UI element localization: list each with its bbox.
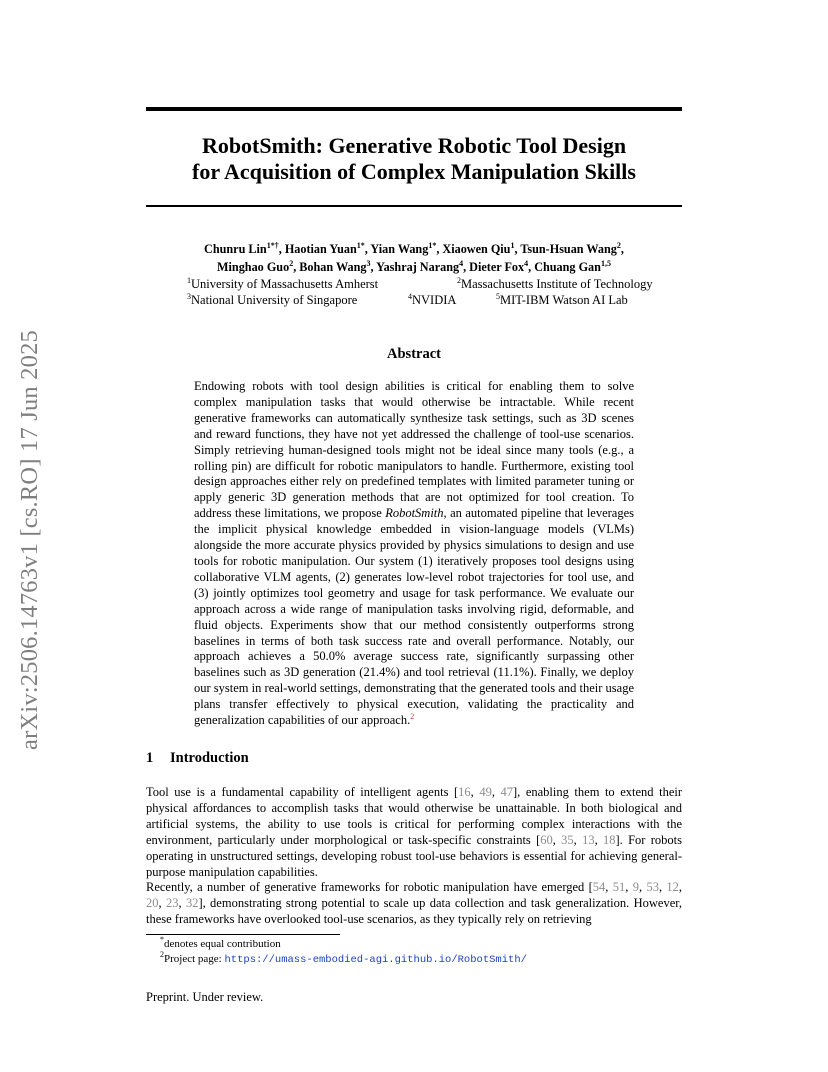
author-name: Xiaowen Qiu [442,242,511,256]
paper-title [146,133,682,185]
author-line-2: Minghao Guo$^2$, Bohan Wang$^3$, Yashraj Narang$^4$, Dieter Fox$^4$, Chuang Gan$^{1,5}$ [217,258,611,274]
citation-link[interactable]: 9 [632,880,639,894]
affiliations [146,276,682,308]
preprint-notice: Preprint. Under review. [146,990,264,1004]
affiliation-1: $^1$University of Massachusetts Amherst [187,276,379,291]
author-line-1: Chunru Lin$^{1*\dagger}$, Haotian Yuan$^{1*}$, Yian Wang$^{1*}$, Xiaowen Qiu$^1$, Tsun-Hsuan Wang$^2$, [204,241,624,256]
affiliation-2: $^2$Massachusetts Institute of Technology [457,276,653,291]
footnotes [160,937,527,968]
affiliation-5: $^5$MIT-IBM Watson AI Lab [496,292,628,307]
author-name: Bohan Wang [299,259,367,274]
citation-link[interactable]: 35 [561,832,574,847]
title-top-rule [146,107,682,111]
title-line-1: RobotSmith: Generative Robotic Tool Design [201,133,627,158]
title-bottom-rule [146,205,682,207]
section-number: 1 [146,750,154,766]
affiliation-4: $^4$NVIDIA [408,292,457,307]
citation-link[interactable]: 54 [592,880,606,894]
author-name: Dieter Fox [469,259,525,274]
citation-link[interactable]: 32 [185,895,199,910]
author-list [146,241,682,276]
author-name: Chunru Lin [204,242,267,256]
affiliation-3: $^3$National University of Singapore [187,292,358,307]
citation-link[interactable]: 49 [479,785,492,799]
intro-paragraph-1: Tool use is a fundamental capability of intelligent agents [16, 49, 47], enabling them to extend their physical affordances to accomplish tasks that would otherwise be unattainable. In both biological and artificial systems, the ability to use tools is critical for performing complex interactions with the environment, particularly under morphological or task-specific constraints [60, 35, 13, 18]. For robots operating in unstructured settings, developing robust tool-use behaviors is essential for achieving general-purpose manipulation capabilities. [146,785,683,879]
footnote-2: $^2$Project page: https://umass-embodied-agi.github.io/RobotSmith/ [160,950,527,966]
citation-link[interactable]: 12 [666,880,679,894]
footnote-rule [146,934,340,935]
footnote-link[interactable]: 2 [410,712,415,722]
intro-paragraph-2: Recently, a number of generative frameworks for robotic manipulation have emerged [54, 51, 9, 53, 12, 20, 23, 32], demonstrating strong potential to scale up data collection and task generalization. However, these frameworks have overlooked tool-use scenarios, as they typically rely on retrieving [146,880,683,926]
author-name: Yashraj Narang [376,259,460,274]
citation-link[interactable]: 60 [540,832,553,847]
citation-link[interactable]: 16 [458,785,471,799]
citation-link[interactable]: 20 [146,895,159,910]
citation-link[interactable]: 53 [646,880,659,894]
system-name: RobotSmith [385,506,444,521]
author-name: Yian Wang [370,242,429,256]
title-line-2: for Acquisition of Complex Manipulation Skills [192,159,636,184]
author-name: Minghao Guo [217,259,290,274]
citation-link[interactable]: 23 [165,895,179,910]
citation-link[interactable]: 18 [603,832,616,847]
abstract-body: Endowing robots with tool design abilities is critical for enabling them to solve complex manipulation tasks that would otherwise be intractable. While recent generative frameworks can automatically synthesize task settings, such as 3D scenes and reward functions, they have not yet addressed the challenge of tool-use scenarios. Simply retrieving human-designed tools might not be ideal since many tools (e.g., a rolling pin) are difficult for robotic manipulators to handle. Furthermore, existing tool design approaches either rely on predefined templates with limited parameter tuning or apply generic 3D generation methods that are not optimized for tool creation. To address these limitations, we propose RobotSmith, an automated pipeline that leverages the implicit physical knowledge embedded in vision-language models (VLMs) alongside the more accurate physics provided by physics simulations to design and use tools for robotic manipulation. Our system (1) iteratively proposes tool designs using collaborative VLM agents, (2) generates low-level robot trajectories for tool use, and (3) jointly optimizes tool geometry and usage for task performance. We evaluate our approach across a wide range of manipulation tasks involving rigid, deformable, and fluid objects. Experiments show that our method consistently outperforms strong baselines in terms of both task success rate and overall performance. Notably, our approach achieves a 50.0% average success rate, significantly surpassing other baselines such as 3D generation (21.4%) and tool retrieval (11.1%). Finally, we deploy our system in real-world settings, demonstrating that the generated tools and their usage plans transfer effectively to physical execution, validating the practicality and generalization capabilities of our approach.$^2$ [194,379,635,728]
affiliation-row-2 [146,292,682,308]
project-page-link[interactable]: https://umass-embodied-agi.github.io/RobotSmith/ [224,954,527,966]
citation-link[interactable]: 51 [612,880,626,894]
citation-link[interactable]: 13 [582,832,595,847]
abstract-heading: Abstract [387,346,441,362]
affiliation-row-1 [146,276,682,292]
footnote-1: *denotes equal contribution [160,935,281,950]
section-heading-introduction [146,750,249,767]
section-title: Introduction [170,750,249,766]
author-name: Haotian Yuan [284,242,357,256]
author-name: Chuang Gan [534,259,601,274]
arxiv-identifier: arXiv:2506.14763v1 [cs.RO] 17 Jun 2025 [16,330,43,750]
author-name: Tsun-Hsuan Wang [520,242,617,256]
citation-link[interactable]: 47 [500,785,513,799]
